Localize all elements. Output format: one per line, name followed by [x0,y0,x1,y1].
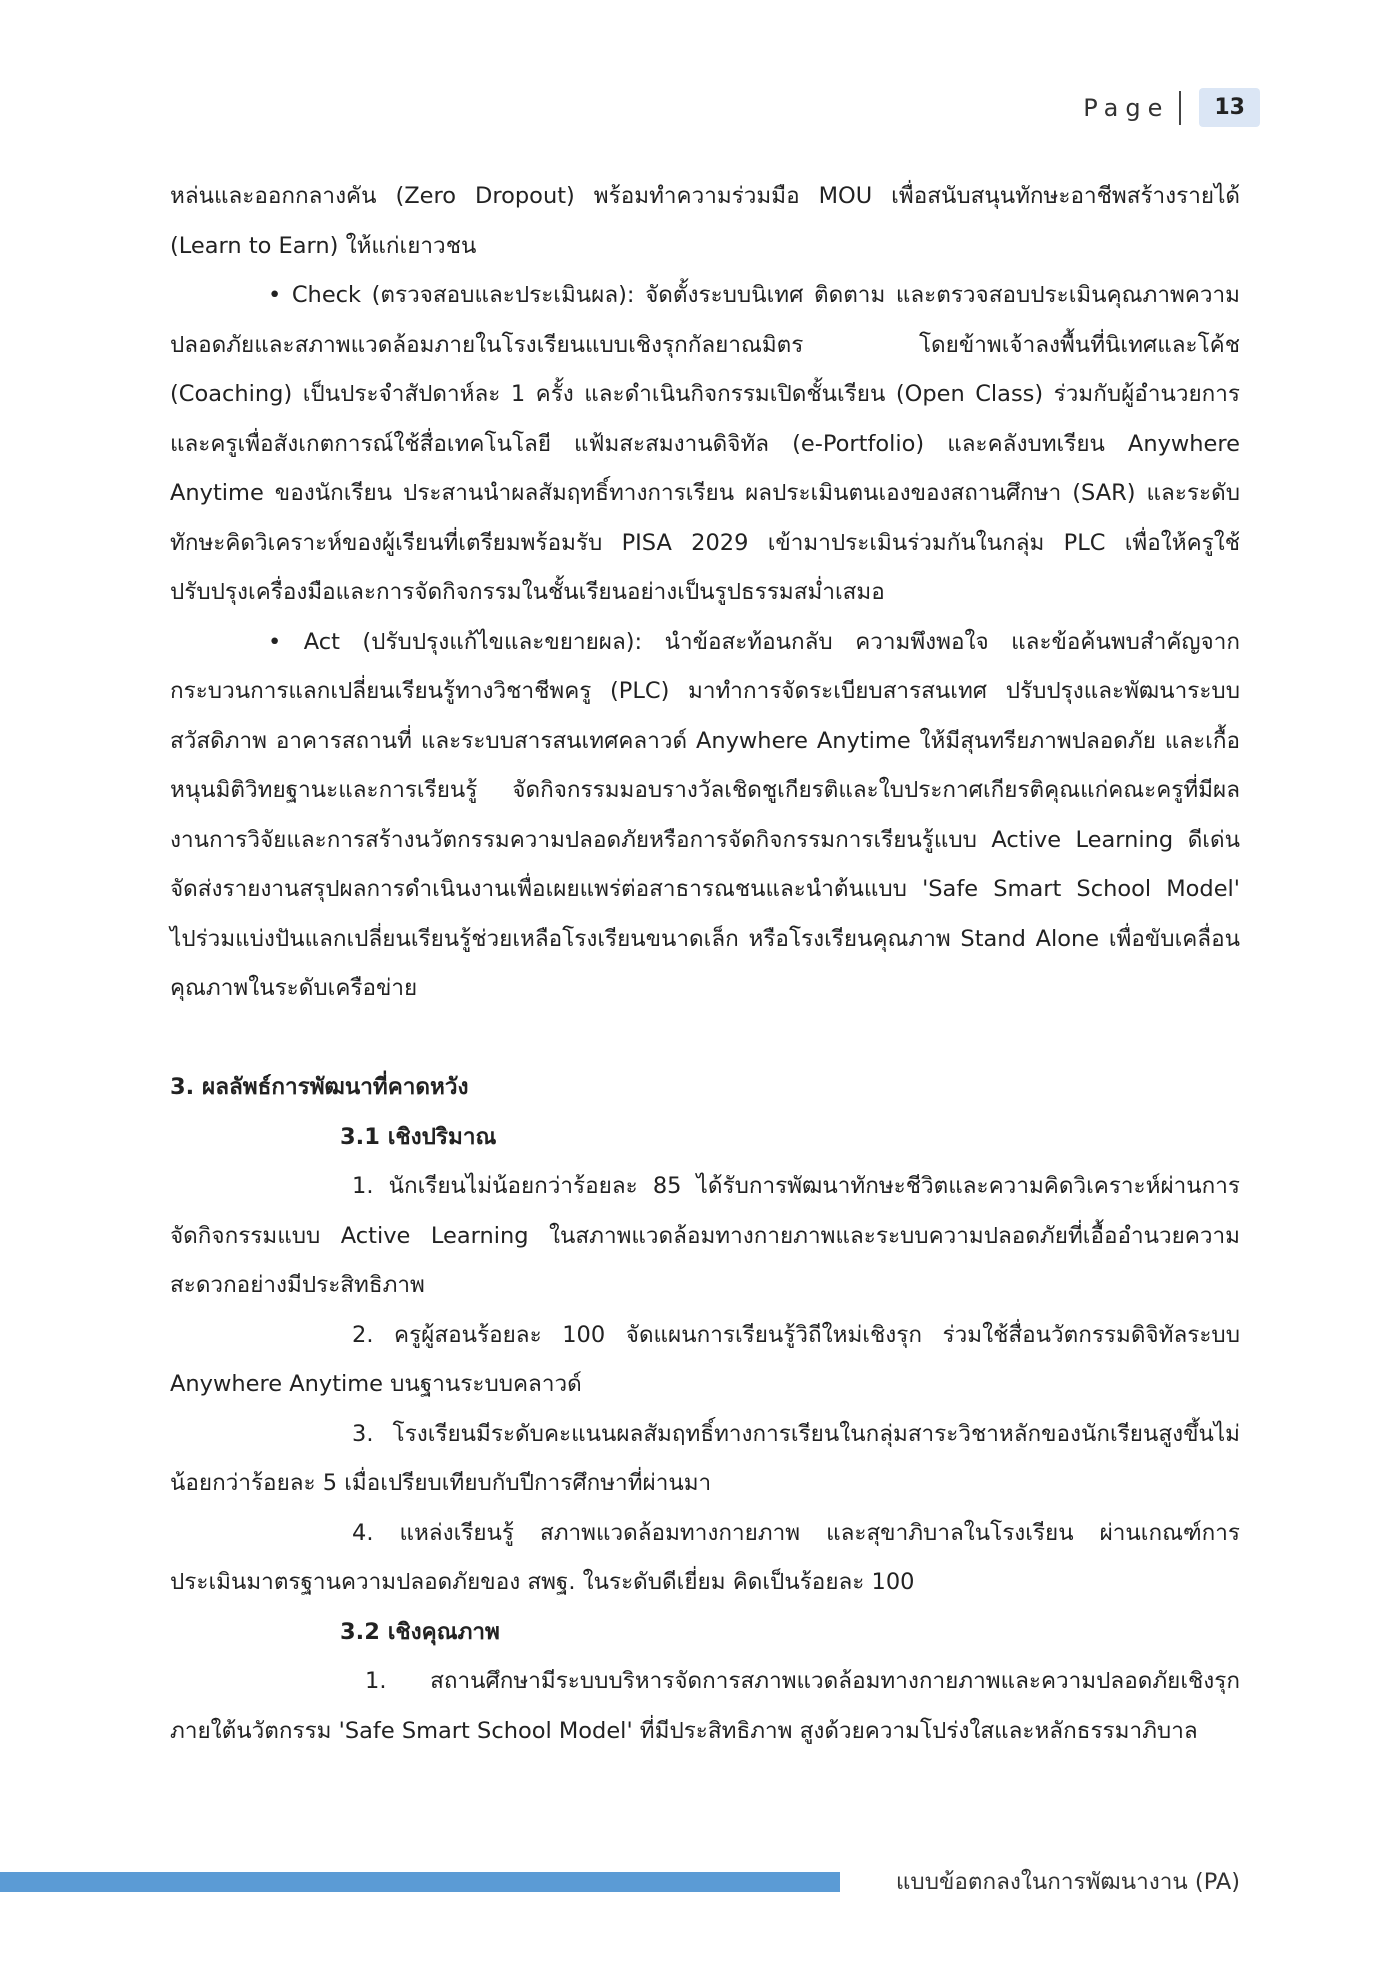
page-number: 13 [1199,88,1260,127]
page-separator [1179,91,1181,125]
paragraph-act: • Act (ปรับปรุงแก้ไขและขยายผล): นำข้อสะท้อนกลับ ความพึงพอใจ และข้อค้นพบสำคัญจากกระบวนการแลกเปลี่ยนเรียนรู้ทางวิชาชีพครู (PLC) มาทำการจัดระเบียบสารสนเทศ ปรับปรุงและพัฒนาระบบสวัสดิภาพ อาคารสถานที่ และระบบสารสนเทศคลาวด์ Anywhere Anytime ให้มีสุนทรียภาพปลอดภัย และเกื้อหนุนมิติวิทยฐานะและการเรียนรู้ จัดกิจกรรมมอบรางวัลเชิดชูเกียรติและใบประกาศเกียรติคุณแก่คณะครูที่มีผลงานการวิจัยและการสร้างนวัตกรรมความปลอดภัยหรือการจัดกิจกรรมการเรียนรู้แบบ Active Learning ดีเด่น จัดส่งรายงานสรุปผลการดำเนินงานเพื่อเผยแพร่ต่อสาธารณชนและนำต้นแบบ 'Safe Smart School Model' ไปร่วมแบ่งปันแลกเปลี่ยนเรียนรู้ช่วยเหลือโรงเรียนขนาดเล็ก หรือโรงเรียนคุณภาพ Stand Alone เพื่อขับเคลื่อนคุณภาพในระดับเครือข่าย [170,628,1240,1001]
page-header [1083,88,1260,127]
footer-text: แบบข้อตกลงในการพัฒนางาน (PA) [895,1869,1240,1895]
quantitative-item-1: 1. นักเรียนไม่น้อยกว่าร้อยละ 85 ได้รับการพัฒนาทักษะชีวิตและความคิดวิเคราะห์ผ่านการจัดกิจกรรมแบบ Active Learning ในสภาพแวดล้อมทางกายภาพและระบบความปลอดภัยที่เอื้ออำนวยความสะดวกอย่างมีประสิทธิภาพ [170,1173,1240,1298]
paragraph-check: • Check (ตรวจสอบและประเมินผล): จัดตั้งระบบนิเทศ ติดตาม และตรวจสอบประเมินคุณภาพความปลอดภัยและสภาพแวดล้อมภายในโรงเรียนแบบเชิงรุกกัลยาณมิตร โดยข้าพเจ้าลงพื้นที่นิเทศและโค้ช (Coaching) เป็นประจำสัปดาห์ละ 1 ครั้ง และดำเนินกิจกรรมเปิดชั้นเรียน (Open Class) ร่วมกับผู้อำนวยการและครูเพื่อสังเกตการณ์ใช้สื่อเทคโนโลยี แฟ้มสะสมงานดิจิทัล (e-Portfolio) และคลังบทเรียน Anywhere Anytime ของนักเรียน ประสานนำผลสัมฤทธิ์ทางการเรียน ผลประเมินตนเองของสถานศึกษา (SAR) และระดับทักษะคิดวิเคราะห์ของผู้เรียนที่เตรียมพร้อมรับ PISA 2029 เข้ามาประเมินร่วมกันในกลุ่ม PLC เพื่อให้ครูใช้ปรับปรุงเครื่องมือและการจัดกิจกรรมในชั้นเรียนอย่างเป็นรูปธรรมสม่ำเสมอ [170,282,1240,605]
quantitative-item-4: 4. แหล่งเรียนรู้ สภาพแวดล้อมทางกายภาพ และสุขาภิบาลในโรงเรียน ผ่านเกณฑ์การประเมินมาตรฐานความปลอดภัยของ สพฐ. ในระดับดีเยี่ยม คิดเป็นร้อยละ 100 [170,1519,1240,1595]
paragraph-continuation: หล่นและออกกลางคัน (Zero Dropout) พร้อมทำความร่วมมือ MOU เพื่อสนับสนุนทักษะอาชีพสร้างรายได้ (Learn to Earn) ให้แก่เยาวชน [170,183,1240,259]
section-heading: 3. ผลลัพธ์การพัฒนาที่คาดหวัง [170,1074,469,1100]
quantitative-item-2: 2. ครูผู้สอนร้อยละ 100 จัดแผนการเรียนรู้วิถีใหม่เชิงรุก ร่วมใช้สื่อนวัตกรรมดิจิทัลระบบ Anywhere Anytime บนฐานระบบคลาวด์ [170,1321,1240,1397]
subheading-qualitative: 3.2 เชิงคุณภาพ [340,1618,500,1645]
document-body [170,172,1240,1756]
spacer [170,1014,1240,1064]
quantitative-item-3: 3. โรงเรียนมีระดับคะแนนผลสัมฤทธิ์ทางการเรียนในกลุ่มสาระวิชาหลักของนักเรียนสูงขึ้นไม่น้อยกว่าร้อยละ 5 เมื่อเปรียบเทียบกับปีการศึกษาที่ผ่านมา [170,1420,1240,1496]
qualitative-item-1: 1. สถานศึกษามีระบบบริหารจัดการสภาพแวดล้อมทางกายภาพและความปลอดภัยเชิงรุกภายใต้นวัตกรรม 'Safe Smart School Model' ที่มีประสิทธิภาพ สูงด้วยความโปร่งใสและหลักธรรมาภิบาล [170,1668,1240,1744]
footer-bar [0,1872,840,1892]
page-label: Page [1083,93,1170,122]
subheading-quantitative: 3.1 เชิงปริมาณ [340,1123,497,1150]
